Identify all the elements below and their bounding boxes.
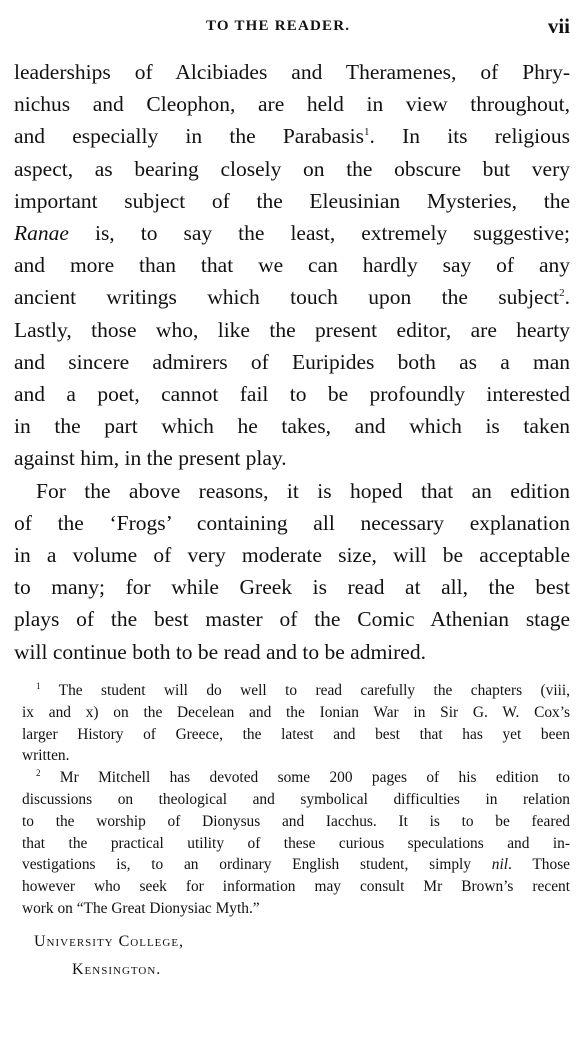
text-line: Lastly, those who, like the present editor, are hearty [14,317,570,342]
text-segment: vestigations is, to an ordinary English student, simply [22,856,471,874]
footnote-line: written. [22,747,70,765]
text-segment: and especially in the Parabasis [14,124,365,149]
footnote-line: that the practical utility of these curious speculations and in- [22,834,570,852]
footnote-line [22,767,570,789]
text-line: nichus and Cleophon, are held in view throughout, [14,92,570,117]
text-line: important subject of the Eleusinian Mysteries, the [14,188,570,213]
italic-word: nil [491,856,509,874]
text-segment: ancient writings which touch upon the subject [14,285,560,310]
text-line: plays of the best master of the Comic Athenian stage [14,607,570,632]
signature-place: Kensington. [72,961,162,978]
text-segment: The student will do well to read carefully the chapters (viii, [58,682,570,699]
main-text [14,56,570,668]
text-line [14,281,570,313]
footnote-line: ix and x) on the Decelean and the Ionian War in Sir G. W. Cox’s [22,703,570,721]
signature-institution: University College, [34,933,185,950]
text-segment: is, to say the least, extremely suggestive; [68,221,570,246]
page-header [0,16,588,46]
text-line [14,217,570,249]
footnote-ref-2: 2 [559,287,565,300]
text-line [14,120,570,152]
footnote-line: discussions on theological and symbolical difficulties in relation [22,790,570,808]
text-segment: . [564,285,570,310]
page-number: vii [547,14,570,38]
footnote-line [22,854,570,876]
text-line: against him, in the present play. [14,446,287,471]
text-line: and sincere admirers of Euripides both as a man [14,349,570,374]
text-line: and a poet, cannot fail to be profoundly interested [14,382,570,407]
text-segment: . In its religious [369,124,570,149]
footnote-line: to the worship of Dionysus and Iacchus. It is to be feared [22,812,570,830]
paragraph-1 [14,56,570,475]
footnote-1 [22,680,570,767]
italic-title: Ranae [14,221,69,246]
text-line: and more than that we can hardly say of any [14,253,570,278]
footnote-line: work on “The Great Dionysiac Myth.” [22,899,260,917]
text-line: in the part which he takes, and which is taken [14,414,570,439]
footnote-marker: 2 [36,768,41,779]
signature-block [34,928,184,984]
footnote-line: larger History of Greece, the latest and best that has yet been [22,725,570,743]
footnotes [22,680,570,920]
text-line: aspect, as bearing closely on the obscure but very [14,156,570,181]
text-line: in a volume of very moderate size, will be acceptable [14,543,570,568]
text-line: leaderships of Alcibiades and Theramenes, of Phry- [14,60,570,84]
text-line: For the above reasons, it is hoped that an edition [36,478,570,503]
footnote-ref-1: 1 [364,126,370,139]
text-segment: Mr Mitchell has devoted some 200 pages of his edition to [59,769,570,787]
footnote-line [22,680,570,702]
paragraph-2 [14,475,570,668]
footnote-line: however who seek for information may consult Mr Brown’s recent [22,878,570,896]
text-line: will continue both to be read and to be admired. [14,639,426,664]
running-title: TO THE READER. [206,18,351,34]
text-line: of the ‘Frogs’ containing all necessary explanation [14,510,570,535]
text-line: to many; for while Greek is read at all, the best [14,575,570,600]
footnote-marker: 1 [36,680,41,691]
text-segment: . Those [508,856,571,874]
footnote-2 [22,767,570,920]
